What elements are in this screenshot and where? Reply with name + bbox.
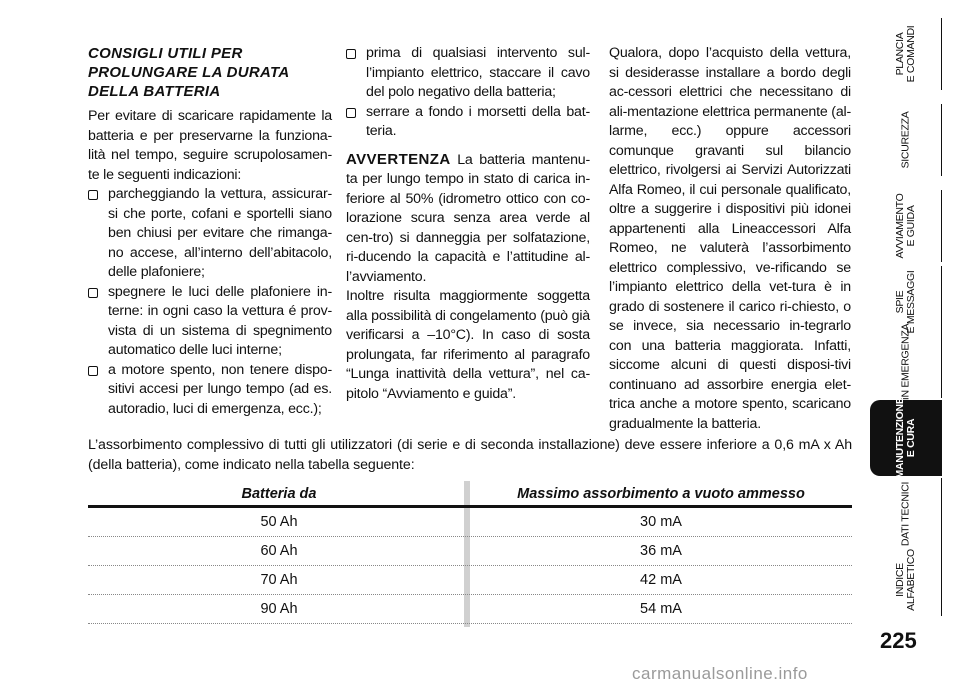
cell-battery: 60 Ah [260,543,298,559]
freezing-paragraph: Inoltre risulta maggiormente soggetta alla possibilità di congelamento (può già verificarsi a –10°C). In caso di sosta prolungata, far riferimento al paragrafo “Lunga inattività della vettura”, nel ca-pitolo “Avviamento e guida”. [346,288,590,402]
tab-indice-alfabetico[interactable] [870,544,942,616]
section-heading [88,44,332,101]
tab-label: INDICE ALFABETICO [893,549,917,611]
heading-line: PROLUNGARE LA DURATA [88,64,290,81]
tab-label: IN EMERGENZA [899,323,911,401]
list-item-text: serrare a fondo i morsetti della bat-teria. [366,103,590,139]
column-2 [346,44,590,404]
checkbox-bullet-icon [88,366,98,376]
tab-in-emergenza[interactable] [870,323,942,401]
heading-line: CONSIGLI UTILI PER [88,45,243,62]
tab-label: PLANCIA E COMANDI [893,25,917,83]
tab-sicurezza[interactable] [870,104,942,176]
cell-battery: 70 Ah [260,572,298,588]
cell-absorption: 54 mA [640,601,682,617]
table-row [88,537,852,566]
tab-dati-tecnici[interactable] [870,478,942,550]
tab-label: SPIE E MESSAGGI [893,270,917,334]
table-row [88,566,852,595]
checkbox-bullet-icon [346,108,356,118]
heading-line: DELLA BATTERIA [88,83,221,100]
table-header [88,483,852,508]
intro-paragraph: Per evitare di scaricare rapidamente la batteria e per preservarne la funziona-lità nel tempo, seguire scrupolosamen-te le seguenti indicazioni: [88,108,332,183]
warning-title: AVVERTENZA [346,150,451,168]
tips-list [88,185,332,419]
list-item-text: spegnere le luci delle plafoniere in-terne: in ogni caso la vettura é prov-vista di un sistema di spegnimento automatico delle luci interne; [108,283,332,358]
cell-absorption: 42 mA [640,572,682,588]
accessories-paragraph: Qualora, dopo l’acquisto della vettura, si desiderasse installare a bordo degli ac-cessori elettrici che necessitano di ali-mentazione elettrica permanente (al-larme, ecc.) oppure accessori comunque gravanti sul bilancio elettrico, rivolgersi ai Servizi Autorizzati Alfa Romeo, il cui personale qualificato, oltre a suggerire i dispositivi più idonei appartenenti alla Lineaccessori Alfa Romeo, ne valuterà l’assorbimento elettrico complessivo, ve-rificando se l’impianto elettrico della vet-tura è in grado di sostenere il carico ri-chiesto, o se invece, sia necessario in-tegrarlo con una batteria maggiorata. Infatti, siccome alcuni di questi disposi-tivi continuano ad assorbire energia elet-trica anche a motore spento, scaricano gradualmente la batteria. [609,45,851,432]
tab-label: MANUTENZIONE E CURA [893,397,917,479]
warning-text: La batteria mantenu-ta per lungo tempo in stato di carica in-feriore al 50% (idrometro ottico con co-lorazione scura senza area verde al cen-tro) si danneggia per solfatazione, ri-ducendo la capacità e l’attitudine al-l’avviamento. [346,151,590,285]
list-item [88,283,332,361]
list-item-text: parcheggiando la vettura, assicurar-si che porte, cofani e sportelli siano ben chiusi per evitare che rimanga-no accese, all’interno dell’abitacolo, delle plafoniere; [108,186,332,280]
table-row [88,508,852,537]
checkbox-bullet-icon [88,288,98,298]
cell-battery: 50 Ah [260,514,298,530]
list-item-text: a motore spento, non tenere dispo-sitivi accesi per lungo tempo (ad es. autoradio, luci di emergenza, ecc.); [108,361,332,417]
list-item [346,103,590,142]
cell-battery: 90 Ah [260,601,298,617]
list-item [88,185,332,283]
checkbox-bullet-icon [88,190,98,200]
column-3 [609,44,851,434]
cell-absorption: 30 mA [640,514,682,530]
tab-manutenzione-cura[interactable] [870,397,942,479]
header-battery: Batteria da [241,486,317,502]
tab-label: AVVIAMENTO E GUIDA [893,193,917,259]
list-item-text: prima di qualsiasi intervento sul-l’impianto elettrico, staccare il cavo del polo negativo della batteria; [366,45,590,100]
tab-label: SICUREZZA [899,111,911,169]
list-item [346,44,590,103]
watermark: carmanualsonline.info [632,664,808,683]
column-1 [88,44,332,419]
absorption-paragraph: L’assorbimento complessivo di tutti gli utilizzatori (di serie e di seconda installazione) deve essere inferiore a 0,6 mA x Ah (della batteria), come indicato nella tabella seguente: [88,437,852,473]
list-item [88,361,332,420]
tab-plancia-comandi[interactable] [870,18,942,90]
header-max-absorption: Massimo assorbimento a vuoto ammesso [517,486,805,502]
tab-label: DATI TECNICI [899,481,911,547]
tab-avviamento-guida[interactable] [870,190,942,262]
cell-absorption: 36 mA [640,543,682,559]
tips-list-continued [346,44,590,142]
table-row [88,595,852,624]
page-number: 225 [880,628,917,653]
chapter-tabs [870,0,960,692]
checkbox-bullet-icon [346,49,356,59]
absorption-table [88,483,852,624]
warning-paragraph [346,150,590,288]
